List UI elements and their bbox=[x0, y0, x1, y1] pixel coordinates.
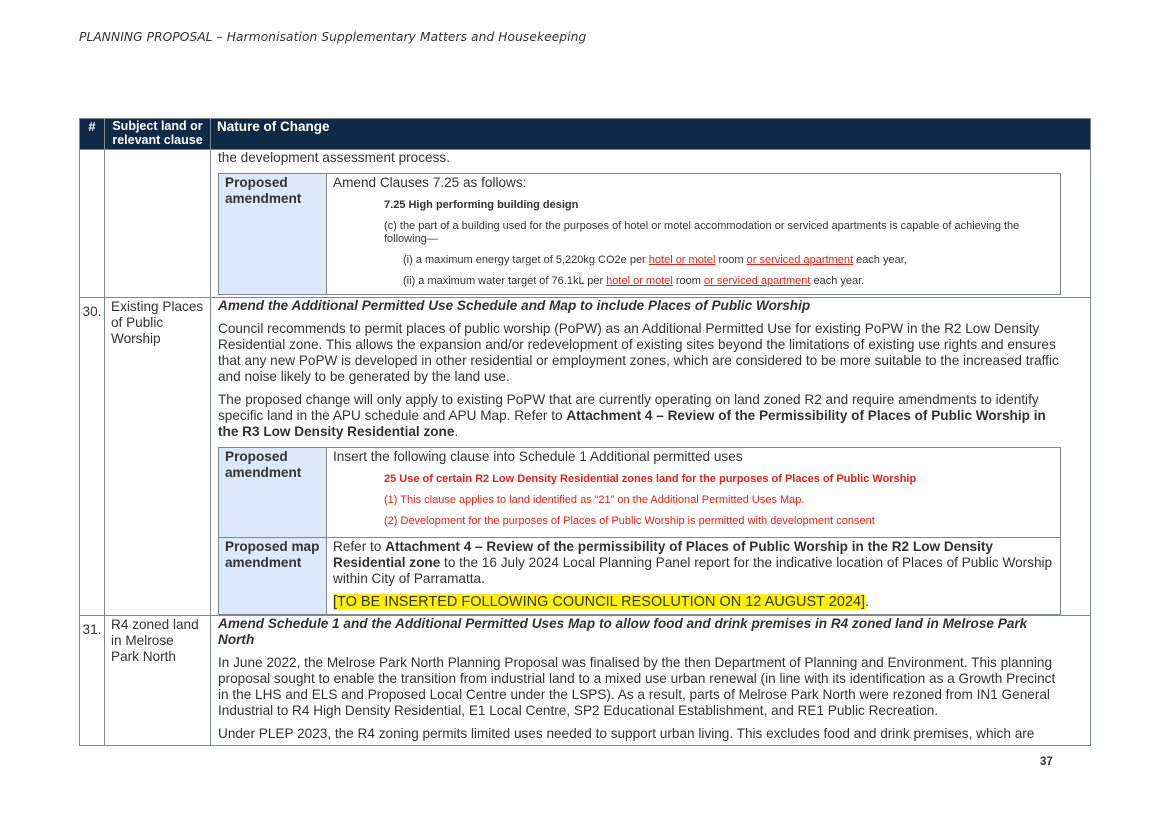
table-row-continued bbox=[80, 150, 1091, 298]
page-number: 37 bbox=[1040, 756, 1053, 768]
clause-item-ii: (ii) a maximum water target of 76.1kL per hotel or motel room or serviced apartment each year. bbox=[403, 275, 865, 287]
row-number-cell: 30. bbox=[80, 298, 105, 616]
amendment-lead: Insert the following clause into Schedule 1 Additional permitted uses bbox=[333, 449, 743, 464]
amendment-box bbox=[218, 173, 1061, 295]
clause-title: 25 Use of certain R2 Low Density Residential zones land for the purposes of Places of Public Worship bbox=[384, 473, 917, 485]
clause-item-i: (i) a maximum energy target of 5,220kg CO2e per hotel or motel room or serviced apartment each year, bbox=[403, 254, 907, 266]
highlighted-placeholder: [TO BE INSERTED FOLLOWING COUNCIL RESOLUTION ON 12 AUGUST 2024]. bbox=[333, 594, 869, 610]
column-header-subject: Subject land or relevant clause bbox=[105, 119, 211, 150]
row-heading: Amend the Additional Permitted Use Schedule and Map to include Places of Public Worship bbox=[218, 298, 811, 313]
clause-subitem-2: (2) Development for the purposes of Places of Public Worship is permitted with development consent bbox=[384, 515, 875, 527]
row-nature-cell bbox=[211, 150, 1091, 298]
row-paragraph: In June 2022, the Melrose Park North Planning Proposal was finalised by the then Department of Planning and Environment. This planning proposal sought to enable the transition from industrial land to a mixed use urban renewal (in line with its identification as a Growth Precinct in the LHS and ELS and Proposed Local Centre under the LSPS). As a result, parts of Melrose Park North were rezoned from IN1 General Industrial to R4 High Density Residential, E1 Local Centre, SP2 Educational Establishment, and RE1 Public Recreation. bbox=[218, 655, 1056, 718]
amendment-label: Proposed amendment bbox=[219, 448, 327, 538]
map-amendment-label: Proposed map amendment bbox=[219, 538, 327, 615]
row-subject-cell: R4 zoned land in Melrose Park North bbox=[105, 616, 211, 746]
map-amendment-text: Refer to Attachment 4 – Review of the permissibility of Places of Public Worship in the R2 Low Density Residential zone to the 16 July 2024 Local Planning Panel report for the indicative location of Places of Public Worship within City of Parramatta. bbox=[333, 539, 1053, 586]
table-row-31 bbox=[80, 616, 1091, 746]
amendment-body bbox=[327, 174, 1061, 295]
amendment-box bbox=[218, 447, 1061, 615]
clause-subitem-1: (1) This clause applies to land identified as “21” on the Additional Permitted Uses Map. bbox=[384, 494, 805, 506]
row-nature-cell bbox=[211, 298, 1091, 616]
table-header-row bbox=[80, 119, 1091, 150]
row-subject-cell: Existing Places of Public Worship bbox=[105, 298, 211, 616]
change-table bbox=[79, 118, 1091, 746]
table-row-30 bbox=[80, 298, 1091, 616]
row-subject-cell bbox=[105, 150, 211, 298]
row-paragraph: Under PLEP 2023, the R4 zoning permits limited uses needed to support urban living. This excludes food and drink premises, which are bbox=[218, 726, 1035, 741]
document-header-title: PLANNING PROPOSAL – Harmonisation Supplementary Matters and Housekeeping bbox=[79, 30, 587, 44]
continued-text: the development assessment process. bbox=[218, 150, 450, 165]
clause-title: 7.25 High performing building design bbox=[384, 199, 579, 211]
clause-subitem-c: (c) the part of a building used for the purposes of hotel or motel accommodation or serviced apartments is capable of achieving the following— bbox=[384, 220, 1020, 245]
row-paragraph: The proposed change will only apply to existing PoPW that are currently operating on land zoned R2 and require amendments to identify specific land in the APU schedule and APU Map. Refer to Attachment 4 – Review of the Permissibility of Places of Public Worship in the R3 Low Density Residential zone. bbox=[218, 392, 1046, 439]
map-amendment-body bbox=[327, 538, 1061, 615]
column-header-number: # bbox=[80, 119, 105, 150]
row-heading: Amend Schedule 1 and the Additional Permitted Uses Map to allow food and drink premises in R4 zoned land in Melrose Park North bbox=[218, 616, 1028, 647]
amendment-lead: Amend Clauses 7.25 as follows: bbox=[333, 175, 527, 190]
amendment-label: Proposed amendment bbox=[219, 174, 327, 295]
row-nature-cell bbox=[211, 616, 1091, 746]
row-paragraph: Council recommends to permit places of public worship (PoPW) as an Additional Permitted Use for existing PoPW in the R2 Low Density Residential zone. This allows the expansion and/or redevelopment of existing sites beyond the limitations of existing use rights and ensures that any new PoPW is developed in other residential or employment zones, which are considered to be more suitable to the increased traffic and noise likely to be generated by the land use. bbox=[218, 321, 1059, 384]
column-header-nature: Nature of Change bbox=[211, 119, 1091, 150]
amendment-body bbox=[327, 448, 1061, 538]
row-number-cell: 31. bbox=[80, 616, 105, 746]
row-number-cell bbox=[80, 150, 105, 298]
